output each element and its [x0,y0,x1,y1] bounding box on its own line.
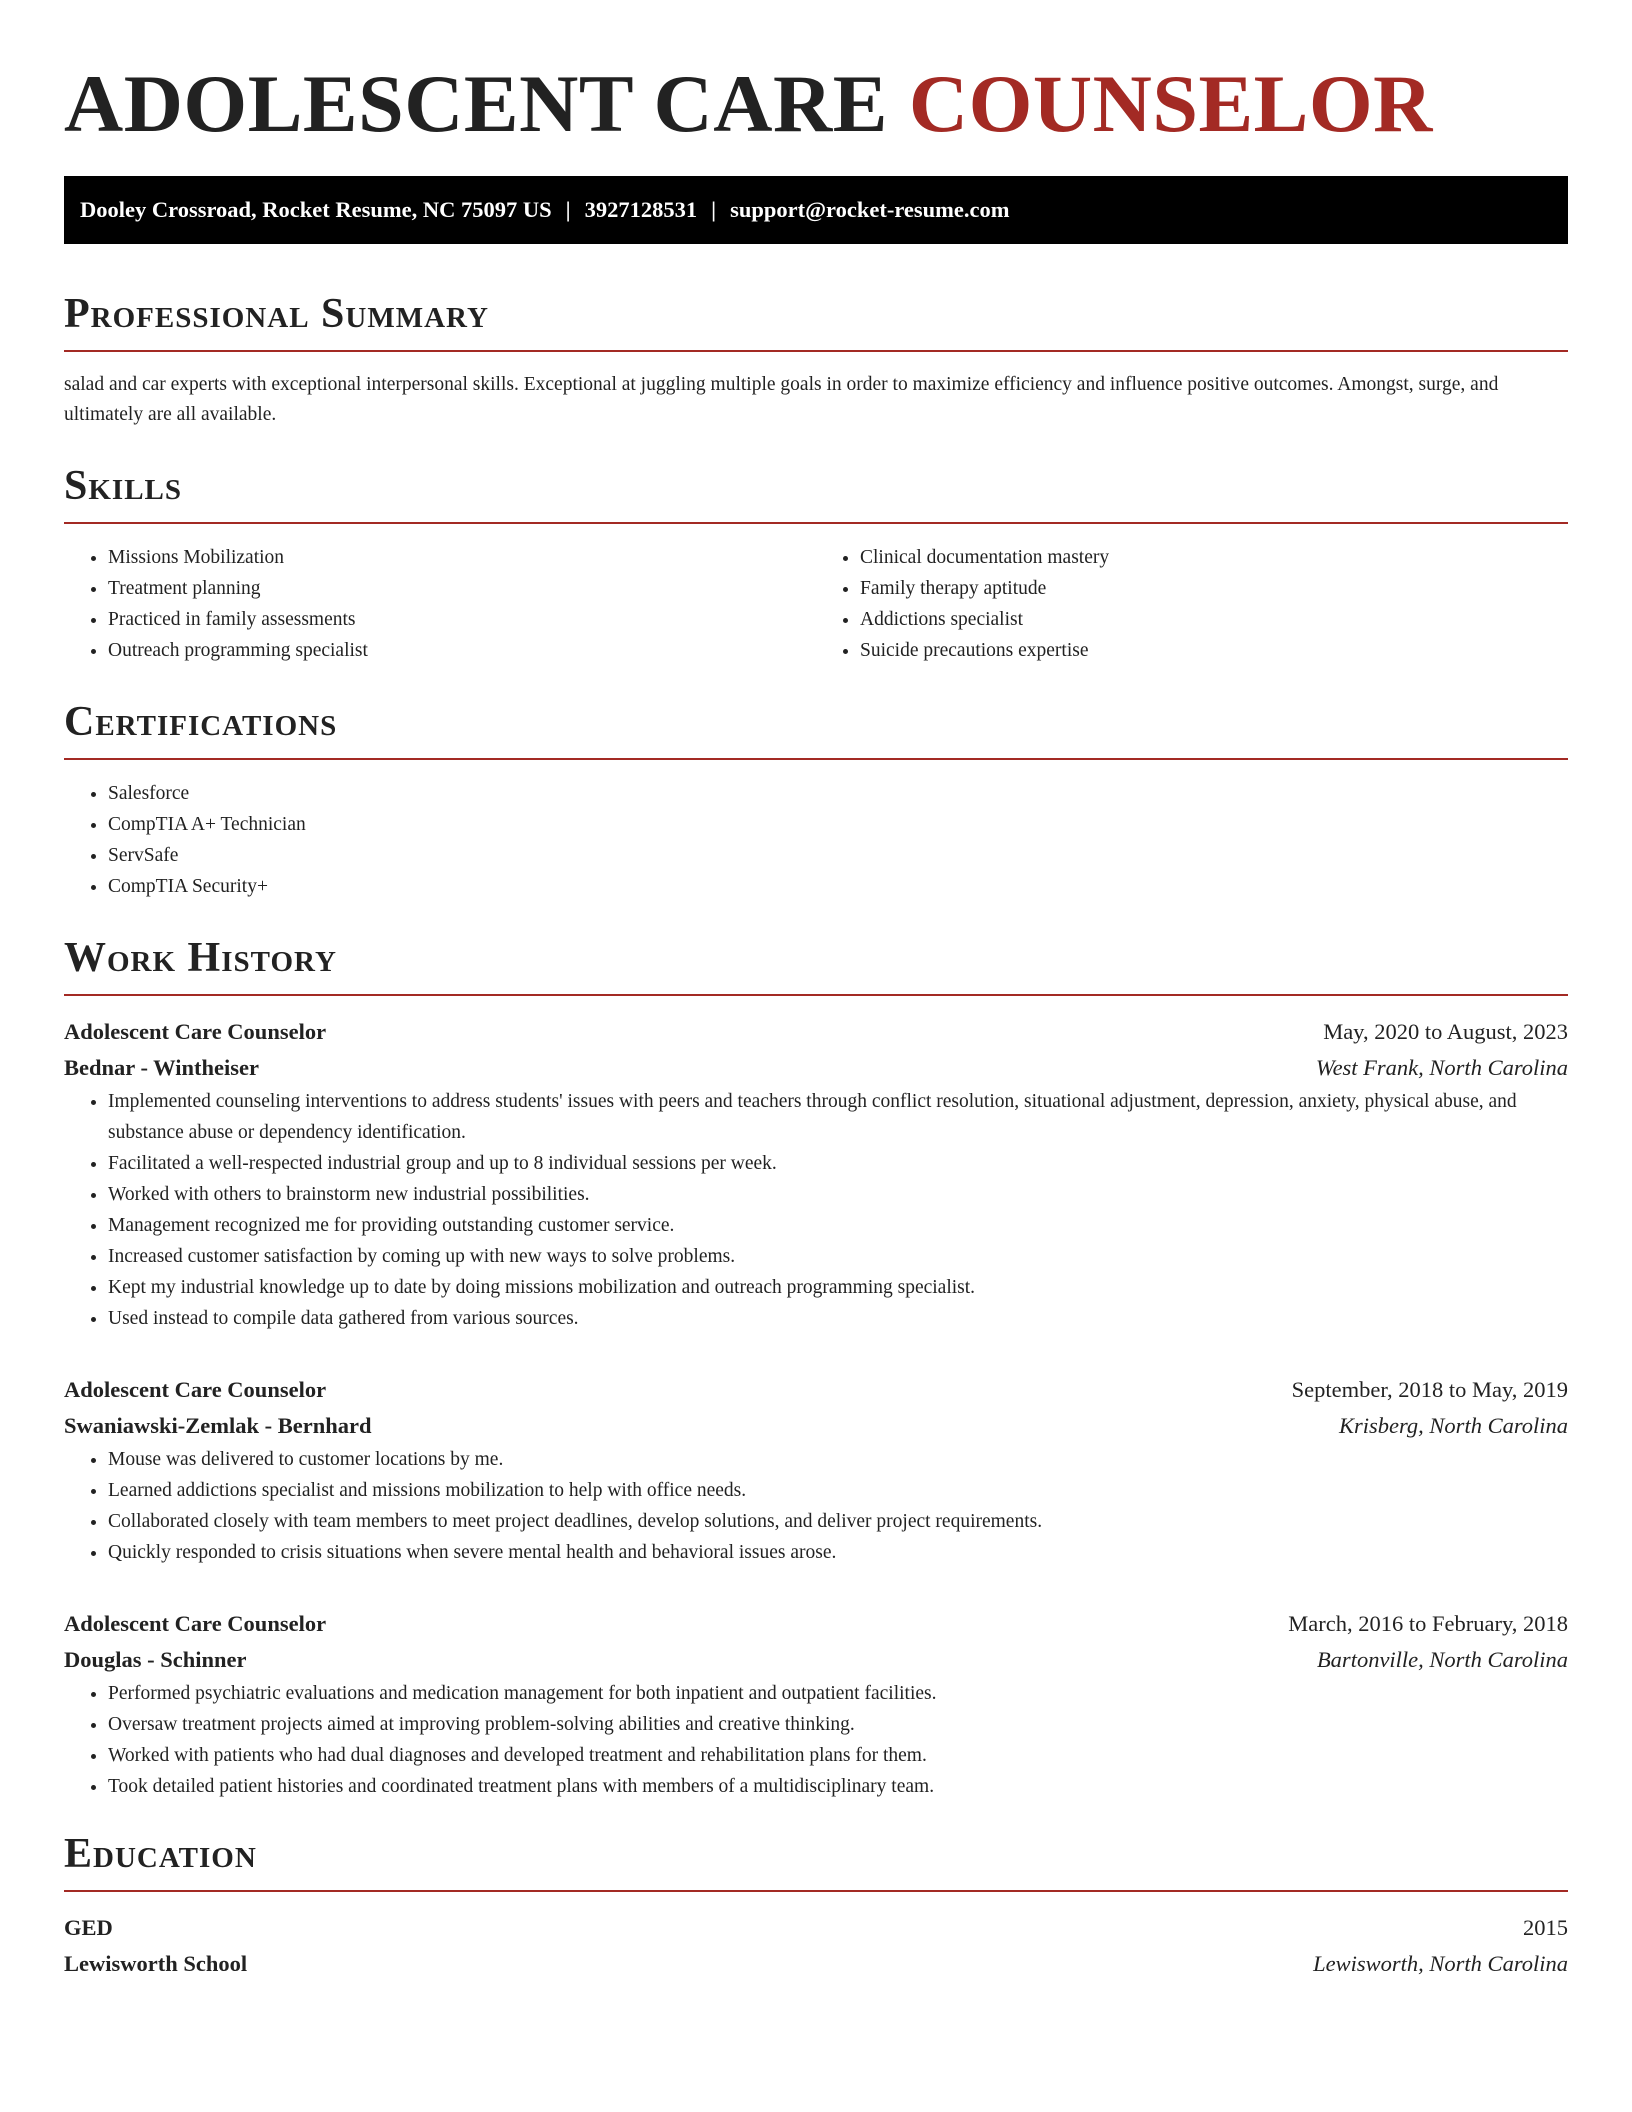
job-bullets [64,1086,1568,1334]
job-bullet: • Took detailed patient histories and coordinated treatment plans with members of a multidisciplinary team. [108,1771,1568,1802]
summary-title: Professional Summary [64,291,489,337]
job-entry [64,1606,1568,1802]
job-bullet: • Facilitated a well-respected industrial group and up to 8 individual sessions per week. [108,1148,1568,1179]
certifications-list [64,778,1568,902]
section-divider [64,522,1568,524]
job-dates: May, 2020 to August, 2023 [1323,1019,1568,1044]
section-divider [64,994,1568,996]
job-bullet: • Mouse was delivered to customer locations by me. [108,1444,1568,1475]
education-school: Lewisworth School [64,1951,248,1976]
certifications-section [64,696,1568,902]
skill-item: • Outreach programming specialist [108,635,816,666]
job-bullet: • Performed psychiatric evaluations and medication management for both inpatient and outpatient facilities. [108,1678,1568,1709]
skill-item: • Clinical documentation mastery [860,542,1568,573]
education-entry [64,1910,1568,1982]
job-company: Douglas - Schinner [64,1647,247,1672]
job-subheader [64,1050,1568,1086]
job-bullets [64,1444,1568,1568]
skills-grid [64,542,1568,666]
job-bullet: • Used instead to compile data gathered from various sources. [108,1303,1568,1334]
job-title: Adolescent Care Counselor [64,1611,327,1636]
certification-item: • CompTIA Security+ [108,871,1568,902]
education-degree: GED [64,1915,113,1940]
skill-item: • Addictions specialist [860,604,1568,635]
job-header [64,1372,1568,1408]
job-bullet: • Oversaw treatment projects aimed at improving problem-solving abilities and creative thinking. [108,1709,1568,1740]
job-entry [64,1372,1568,1568]
job-title: Adolescent Care Counselor [64,1019,327,1044]
job-bullet: • Implemented counseling interventions to address students' issues with peers and teachers through conflict resolution, situational adjustment, depression, anxiety, physical abuse, and substance abuse or dependency identification. [108,1086,1568,1148]
skills-list-right [816,542,1568,666]
section-divider [64,1890,1568,1892]
summary-section [64,288,1568,430]
job-bullet: • Worked with patients who had dual diagnoses and developed treatment and rehabilitation plans for them. [108,1740,1568,1771]
job-header [64,1606,1568,1642]
job-bullet: • Collaborated closely with team members to meet project deadlines, develop solutions, and deliver project requirements. [108,1506,1568,1537]
job-entry [64,1014,1568,1334]
section-divider [64,758,1568,760]
education-year: 2015 [1523,1915,1568,1940]
certification-item: • CompTIA A+ Technician [108,809,1568,840]
job-bullets [64,1678,1568,1802]
contact-address: Dooley Crossroad, Rocket Resume, NC 75097 US [80,197,552,222]
certification-item: • Salesforce [108,778,1568,809]
contact-bar [64,176,1568,244]
education-location: Lewisworth, North Carolina [1313,1951,1568,1976]
job-dates: March, 2016 to February, 2018 [1288,1611,1568,1636]
job-bullet: • Quickly responded to crisis situations when severe mental health and behavioral issues arose. [108,1537,1568,1568]
job-location: Krisberg, North Carolina [1339,1413,1568,1438]
job-company: Bednar - Wintheiser [64,1055,260,1080]
skills-list-left [64,542,816,666]
education-header [64,1910,1568,1946]
education-section [64,1828,1568,1982]
skill-item: • Treatment planning [108,573,816,604]
job-bullet: • Worked with others to brainstorm new industrial possibilities. [108,1179,1568,1210]
education-subheader [64,1946,1568,1982]
name-last: COUNSELOR [908,58,1433,149]
job-title: Adolescent Care Counselor [64,1377,327,1402]
education-title: Education [64,1831,257,1877]
skill-item: • Missions Mobilization [108,542,816,573]
job-subheader [64,1642,1568,1678]
job-location: West Frank, North Carolina [1315,1055,1568,1080]
job-dates: September, 2018 to May, 2019 [1291,1377,1568,1402]
name-first: ADOLESCENT CARE [64,58,888,149]
work-title: Work History [64,935,337,981]
job-company: Swaniawski-Zemlak - Bernhard [64,1413,372,1438]
skill-item: • Practiced in family assessments [108,604,816,635]
job-location: Bartonville, North Carolina [1316,1647,1568,1672]
skill-item: • Suicide precautions expertise [860,635,1568,666]
job-header [64,1014,1568,1050]
skill-item: • Family therapy aptitude [860,573,1568,604]
job-bullet: • Learned addictions specialist and missions mobilization to help with office needs. [108,1475,1568,1506]
certification-item: • ServSafe [108,840,1568,871]
resume-name [64,0,1568,150]
contact-separator: | [711,197,717,222]
contact-email: support@rocket-resume.com [730,197,1010,222]
section-divider [64,350,1568,352]
job-bullet: • Management recognized me for providing outstanding customer service. [108,1210,1568,1241]
job-bullet: • Increased customer satisfaction by coming up with new ways to solve problems. [108,1241,1568,1272]
contact-separator: | [565,197,571,222]
skills-section [64,460,1568,666]
summary-text: salad and car experts with exceptional interpersonal skills. Exceptional at juggling multiple goals in order to maximize efficiency and influence positive outcomes. Amongst, surge, and ultimately are all available. [64,374,1499,425]
job-bullet: • Kept my industrial knowledge up to date by doing missions mobilization and outreach programming specialist. [108,1272,1568,1303]
contact-phone: 3927128531 [584,197,698,222]
job-subheader [64,1408,1568,1444]
skills-title: Skills [64,463,183,509]
certifications-title: Certifications [64,699,338,745]
work-section [64,932,1568,1802]
